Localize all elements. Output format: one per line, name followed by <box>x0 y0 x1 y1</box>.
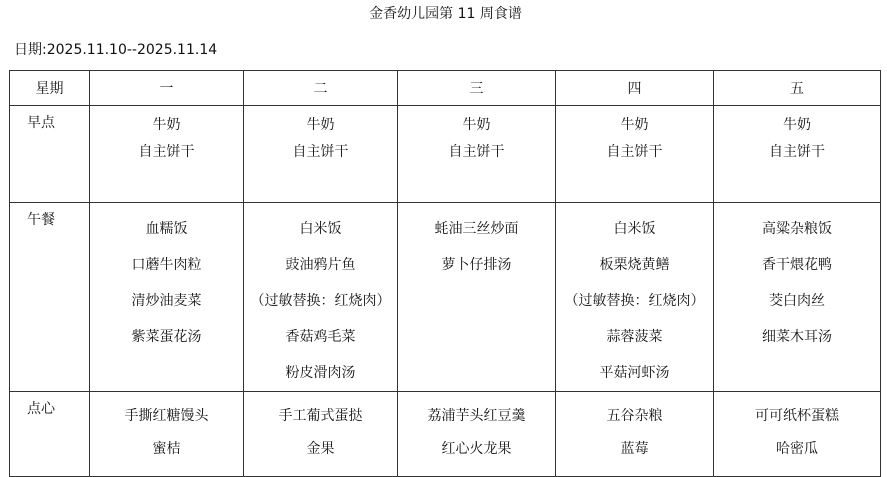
menu-item: 金果 <box>306 441 335 457</box>
menu-item: 蜜桔 <box>152 441 181 457</box>
menu-cell <box>556 203 714 392</box>
menu-cell <box>398 106 556 203</box>
menu-cell <box>90 106 244 203</box>
menu-item: 哈密瓜 <box>776 441 818 457</box>
meal-label: 早点 <box>10 106 90 203</box>
menu-item: 蒜蓉菠菜 <box>606 329 663 345</box>
menu-item: 自主饼干 <box>769 144 825 160</box>
date-range: 日期:2025.11.10--2025.11.14 <box>14 42 218 58</box>
menu-item: 自主饼干 <box>138 144 195 160</box>
menu-item: 自主饼干 <box>606 144 663 160</box>
menu-item: 荔浦芋头红豆羹 <box>427 408 526 424</box>
menu-item: 清炒油麦菜 <box>131 293 202 309</box>
menu-item: （过敏替换：红烧肉） <box>564 293 705 309</box>
menu-item: 红心火龙果 <box>441 441 512 457</box>
menu-item: 豉油鸦片鱼 <box>285 257 356 273</box>
day-header-tue: 二 <box>244 71 398 106</box>
meal-label: 点心 <box>10 392 90 477</box>
menu-item: 牛奶 <box>783 117 811 133</box>
menu-item: 五谷杂粮 <box>606 408 663 424</box>
menu-item: 牛奶 <box>620 117 649 133</box>
menu-cell <box>398 392 556 477</box>
weekday-header: 星期 <box>10 71 90 106</box>
day-header-fri: 五 <box>714 71 881 106</box>
menu-item: 血糯饭 <box>145 221 188 237</box>
menu-item: 紫菜蛋花汤 <box>131 329 202 345</box>
day-header-thu: 四 <box>556 71 714 106</box>
menu-cell <box>90 203 244 392</box>
menu-item: 香菇鸡毛菜 <box>285 329 356 345</box>
menu-cell <box>714 203 881 392</box>
menu-item: 细菜木耳汤 <box>762 329 832 345</box>
menu-cell <box>556 392 714 477</box>
menu-item: 蚝油三丝炒面 <box>434 221 519 237</box>
menu-cell <box>244 106 398 203</box>
menu-cell <box>714 106 881 203</box>
menu-item: 板栗烧黄鳝 <box>599 257 670 273</box>
menu-cell <box>714 392 881 477</box>
table-row-lunch <box>10 203 881 392</box>
menu-item: 牛奶 <box>306 117 335 133</box>
menu-item: 口蘑牛肉粒 <box>131 257 202 273</box>
meal-label: 午餐 <box>10 203 90 392</box>
menu-item: 蓝莓 <box>620 441 649 457</box>
page-title: 金香幼儿园第 11 周食谱 <box>369 6 522 22</box>
menu-item: 香干煨花鸭 <box>762 257 832 273</box>
menu-cell <box>244 203 398 392</box>
menu-item: 平菇河虾汤 <box>599 365 670 381</box>
table-row-breakfast <box>10 106 881 203</box>
menu-item: 自主饼干 <box>448 144 505 160</box>
table-row-snack <box>10 392 881 477</box>
menu-cell <box>398 203 556 392</box>
menu-item: 牛奶 <box>152 117 181 133</box>
menu-table <box>9 70 881 477</box>
menu-item: 自主饼干 <box>292 144 349 160</box>
menu-item: 手工葡式蛋挞 <box>278 408 363 424</box>
menu-item: 萝卜仔排汤 <box>441 257 512 273</box>
menu-cell <box>556 106 714 203</box>
menu-item: 手撕红糖馒头 <box>124 408 209 424</box>
menu-item: 牛奶 <box>462 117 491 133</box>
menu-item: （过敏替换：红烧肉） <box>250 293 391 309</box>
day-header-wed: 三 <box>398 71 556 106</box>
menu-item: 可可纸杯蛋糕 <box>755 408 839 424</box>
menu-item: 高粱杂粮饭 <box>762 221 832 237</box>
menu-item: 白米饭 <box>613 221 656 237</box>
menu-item: 粉皮滑肉汤 <box>285 365 356 381</box>
menu-item: 茭白肉丝 <box>769 293 825 309</box>
menu-item: 白米饭 <box>299 221 342 237</box>
table-header-row <box>10 71 881 106</box>
day-header-mon: 一 <box>90 71 244 106</box>
menu-cell <box>90 392 244 477</box>
menu-cell <box>244 392 398 477</box>
